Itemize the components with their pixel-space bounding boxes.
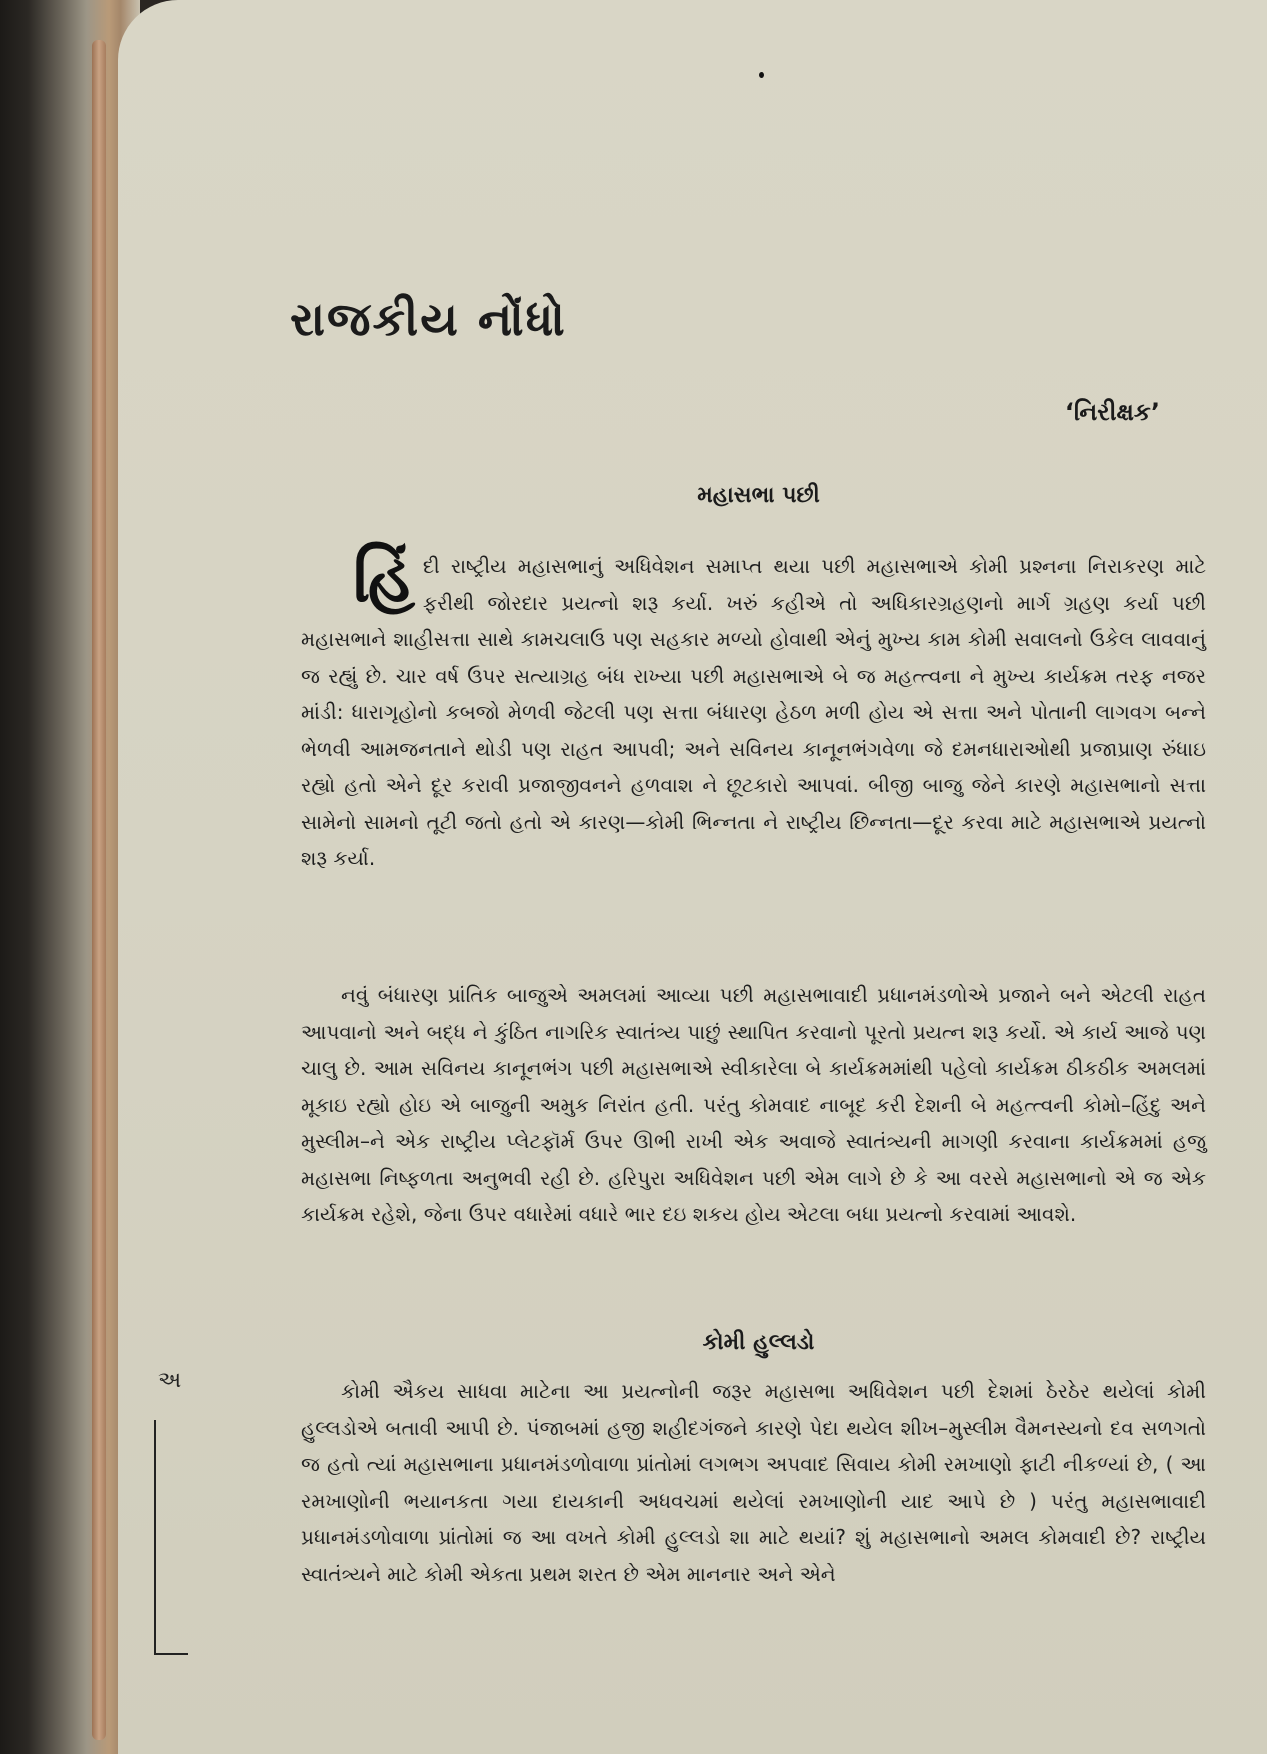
- section-heading-mahasabha: મહાસભા પછી: [697, 483, 820, 508]
- paragraph-text: દી રાષ્ટ્રીય મહાસભાનું અધિવેશન સમાપ્ત થયા પછી મહાસભાએ કોમી પ્રશ્નના નિરાકરણ માટે ફરીથી જોરદાર પ્રયત્નો શરૂ કર્યા. ખરું કહીએ તો અધિકારગ્રહણનો માર્ગ ગ્રહણ કર્યા પછી મહાસભાને શાહીસત્તા સાથે કામચલાઉ પણ સહકાર મળ્યો હોવાથી એનું મુખ્ય કામ કોમી સવાલનો ઉકેલ લાવવાનું જ રહ્યું છે. ચાર વર્ષ ઉપર સત્યાગ્રહ બંધ રાખ્યા પછી મહાસભાએ બે જ મહત્ત્વના ને મુખ્ય કાર્યક્રમ તરફ નજર માંડી: ધારાગૃહોનો કબજો મેળવી જેટલી પણ સત્તા બંધારણ હેઠળ મળી હોય એ સત્તા અને પોતાની લાગવગ બન્ને ભેળવી આમજનતાને થોડી પણ રાહત આપવી; અને સવિનય કાનૂનભંગવેળા જે દમનધારાઓથી પ્રજાપ્રાણ રુંધાઇ રહ્યો હતો એને દૂર કરાવી પ્રજાજીવનને હળવાશ ને છૂટકારો આપવાં. બીજી બાજુ જેને કારણે મહાસભાનો સત્તા સામેનો સામનો તૂટી જતો હતો એ કારણ—કોમી ભિન્નતા ને રાષ્ટ્રીય છિન્નતા—દૂર કરવા માટે મહાસભાએ પ્રયત્નો શરૂ કર્યા.: [301, 554, 1206, 870]
- paragraph-1: [301, 539, 1206, 877]
- drop-cap: હિં: [353, 539, 415, 617]
- paragraph-2: નવું બંધારણ પ્રાંતિક બાજુએ અમલમાં આવ્યા પછી મહાસભાવાદી પ્રધાનમંડળોએ પ્રજાને બને એટલી રાહત આપવાનો અને બદ્ધ ને કુંઠિત નાગરિક સ્વાતંત્ર્ય પાછું સ્થાપિત કરવાનો પૂરતો પ્રયત્ન શરૂ કર્યો. એ કાર્ય આજે પણ ચાલુ છે. આમ સવિનય કાનૂનભંગ પછી મહાસભાએ સ્વીકારેલા બે કાર્યક્રમમાંથી પહેલો કાર્યક્રમ ઠીકઠીક અમલમાં મૂકાઇ રહ્યો હોઇ એ બાજુની અમુક નિરાંત હતી. પરંતુ કોમવાદ નાબૂદ કરી દેશની બે મહત્ત્વની કોમો–હિંદુ અને મુસ્લીમ–ને એક રાષ્ટ્રીય પ્લેટફૉર્મ ઉપર ઊભી રાખી એક અવાજે સ્વાતંત્ર્યની માગણી કરવાના કાર્યક્રમમાં હજુ મહાસભા નિષ્ફળતા અનુભવી રહી છે. હરિપુરા અધિવેશન પછી એમ લાગે છે કે આ વરસે મહાસભાનો એ જ એક કાર્યક્રમ રહેશે, જેના ઉપર વધારેમાં વધારે ભાર દઇ શકય હોય એટલા બધા પ્રયત્નો કરવામાં આવશે.: [301, 983, 1206, 1226]
- page-title: રાજકીય નોંધો: [290, 292, 567, 346]
- margin-rule-vertical: [154, 1420, 156, 1655]
- margin-mark: અ: [158, 1368, 182, 1393]
- byline: ‘નિરીક્ષક’: [1064, 398, 1160, 426]
- section-heading-riots: કોમી હુલ્લડો: [702, 1330, 815, 1355]
- page-edge-stack: [92, 40, 106, 1740]
- paragraph-3: કોમી ઐકય સાધવા માટેના આ પ્રયત્નોની જરૂર મહાસભા અધિવેશન પછી દેશમાં ઠેરઠેર થયેલાં કોમી હુલ્લડોએ બતાવી આપી છે. પંજાબમાં હજી શહીદગંજને કારણે પેદા થયેલ શીખ–મુસ્લીમ વૈમનસ્યનો દવ સળગતો જ હતો ત્યાં મહાસભાના પ્રધાનમંડળોવાળા પ્રાંતોમાં લગભગ અપવાદ સિવાય કોમી રમખાણો ફાટી નીકળ્યાં છે, ( આ રમખાણોની ભયાનકતા ગયા દાયકાની અધવચમાં થયેલાં રમખાણોની યાદ આપે છે ) પરંતુ મહાસભાવાદી પ્રધાનમંડળોવાળા પ્રાંતોમાં જ આ વખતે કોમી હુલ્લડો શા માટે થયાં? શું મહાસભાનો અમલ કોમવાદી છે? રાષ્ટ્રીય સ્વાતંત્ર્યને માટે કોમી એકતા પ્રથમ શરત છે એમ માનનાર અને એને: [301, 1379, 1206, 1586]
- margin-rule-horizontal: [154, 1653, 188, 1655]
- print-speck: [759, 72, 764, 78]
